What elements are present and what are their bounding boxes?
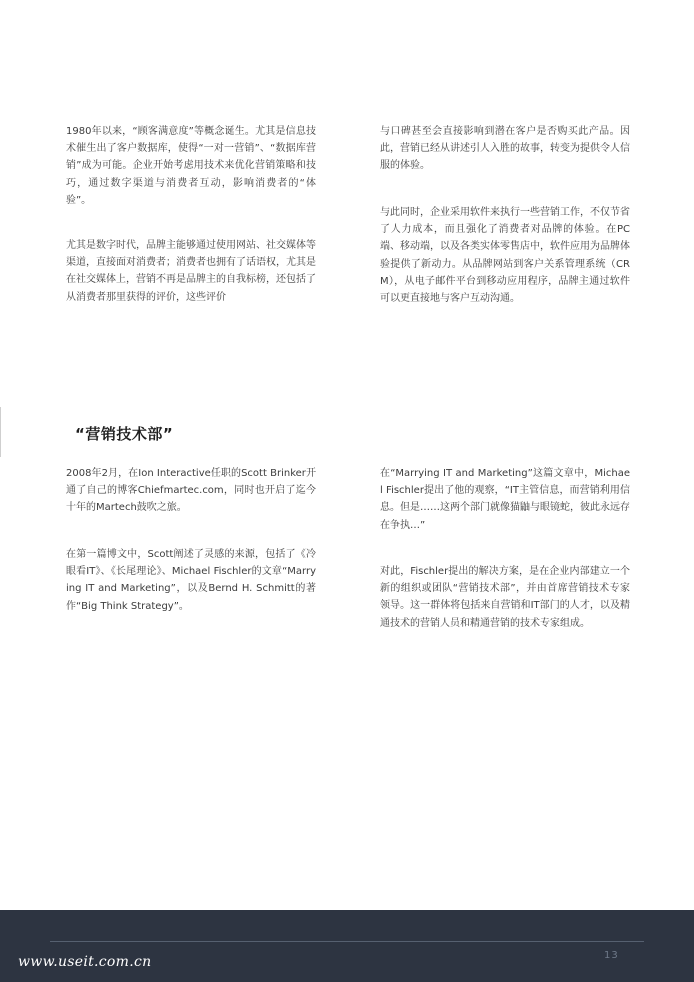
paragraph-bottom-right-1: 在“Marrying IT and Marketing”这篇文章中，Michael Fischler提出了他的观察，“IT主管信息，而营销利用信息。但是……这两个部门就像猫鼬与眼镜蛇，彼此永远存在争执…” xyxy=(380,468,630,531)
side-divider xyxy=(0,407,1,457)
paragraph-top-left-2: 尤其是数字时代，品牌主能够通过使用网站、社交媒体等渠道，直接面对消费者；消费者也拥有了话语权，尤其是在社交媒体上，营销不再是品牌主的自我标榜，还包括了从消费者那里获得的评价，这些评价 xyxy=(66,240,316,303)
site-url-link[interactable]: www.useit.com.cn xyxy=(18,954,152,970)
paragraph-top-left-1: 1980年以来，“顾客满意度”等概念诞生。尤其是信息技术催生出了客户数据库，使得“一对一营销”、“数据库营销”成为可能。企业开始考虑用技术来优化营销策略和技巧，通过数字渠道与消费者互动，影响消费者的“体验”。 xyxy=(66,126,316,206)
paragraph-bottom-left-1: 2008年2月，在Ion Interactive任职的Scott Brinker开通了自己的博客Chiefmartec.com，同时也开启了迄今十年的Martech鼓吹之旅。 xyxy=(66,468,316,514)
paragraph-top-right-2: 与此同时，企业采用软件来执行一些营销工作，不仅节省了人力成本，而且强化了消费者对品牌的体验。在PC端、移动端，以及各类实体零售店中，软件应用为品牌体验提供了新动力。从品牌网站到客户关系管理系统（CRM），从电子邮件平台到移动应用程序，品牌主通过软件可以更直接地与客户互动沟通。 xyxy=(380,207,630,305)
section-heading: “营销技术部” xyxy=(75,425,174,443)
paragraph-bottom-left-2: 在第一篇博文中，Scott阐述了灵感的来源，包括了《冷眼看IT》、《长尾理论》、Michael Fischler的文章“Marrying IT and Marketing”，以及Bernd H. Schmitt的著作“Big Think Strategy”。 xyxy=(66,549,316,612)
paragraph-bottom-right-2: 对此，Fischler提出的解决方案，是在企业内部建立一个新的组织或团队“营销技术部”，并由首席营销技术专家领导。这一群体将包括来自营销和IT部门的人才，以及精通技术的营销人员和精通营销的技术专家组成。 xyxy=(380,566,630,629)
page-number: 13 xyxy=(604,950,619,961)
footer-divider xyxy=(50,941,644,942)
page-footer xyxy=(0,910,694,982)
paragraph-top-right-1: 与口碑甚至会直接影响到潜在客户是否购买此产品。因此，营销已经从讲述引人入胜的故事，转变为提供令人信服的体验。 xyxy=(380,126,630,172)
